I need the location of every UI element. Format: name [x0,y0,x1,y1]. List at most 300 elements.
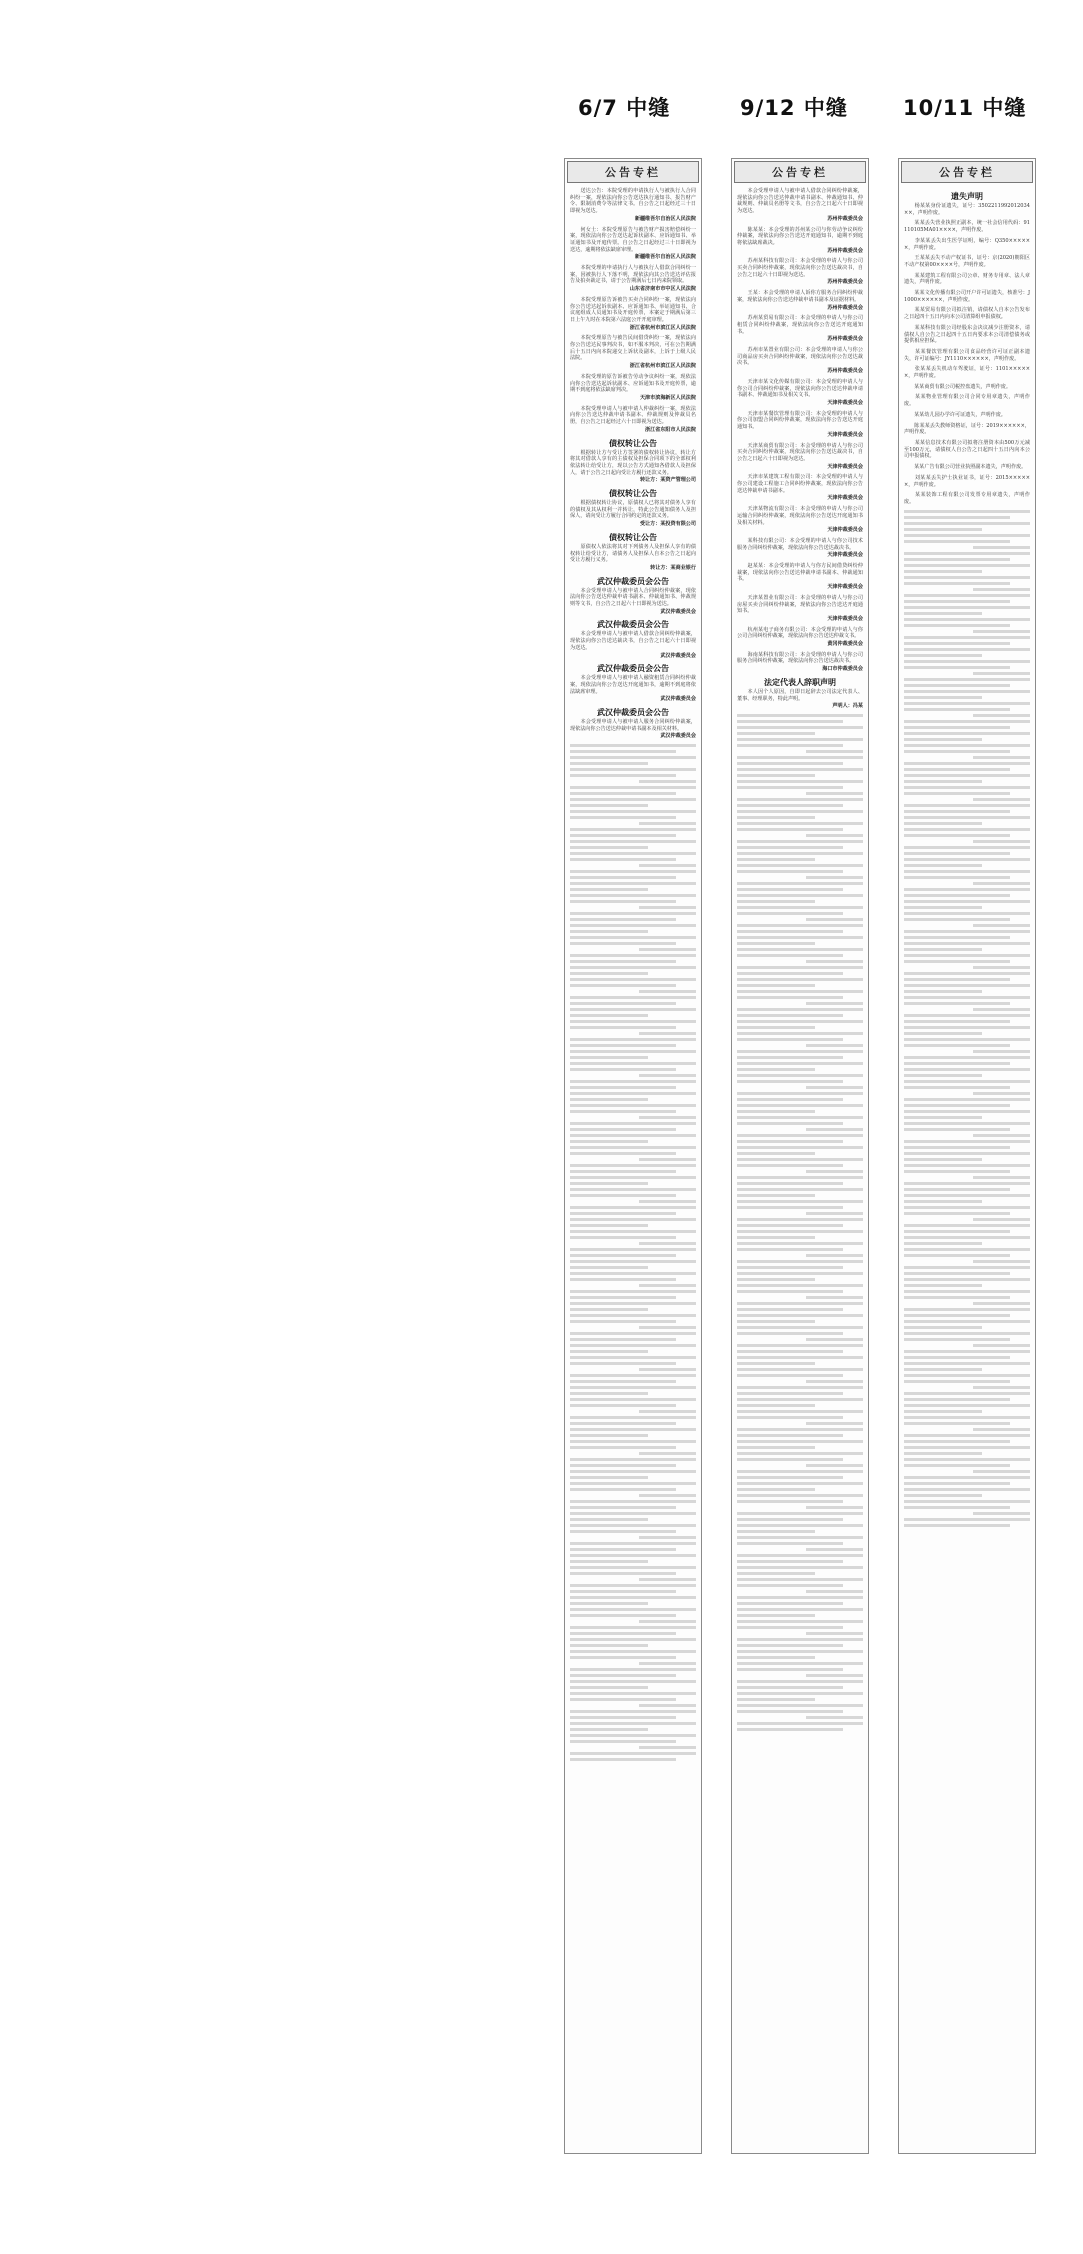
text-line-placeholder [570,1656,676,1659]
text-line-placeholder [806,1254,863,1257]
text-line-placeholder [639,1326,696,1329]
notice-signature: 苏州仲裁委员会 [827,279,863,286]
text-line-placeholder [973,966,1030,969]
text-line-placeholder [904,1212,1010,1215]
text-line-placeholder [570,930,648,933]
notice-signature: 声明人：冯某 [832,703,863,710]
notice-signature: 苏州仲裁委员会 [827,368,863,375]
text-line-placeholder [737,954,843,957]
text-line-placeholder [904,1356,1010,1359]
text-line-placeholder [570,1590,676,1593]
text-line-placeholder [570,1722,696,1725]
text-line-placeholder [570,1608,696,1611]
text-line-placeholder [737,1362,815,1365]
text-line-placeholder [570,1140,648,1143]
notice-item [904,255,1030,268]
notice-item [737,258,863,286]
notice-text: 本院受理的申请执行人与被执行人借款合同纠纷一案，因被执行人下落不明，现依法向其公告送达评估报告及拍卖裁定书，请于公告期满后七日内来院领取。 [570,265,696,285]
text-line-placeholder [904,1224,1030,1227]
notice-text: 某某物业管理有限公司合同专用章遗失，声明作废。 [904,394,1030,408]
text-line-placeholder [570,888,648,891]
text-line-placeholder [570,840,696,843]
text-line-placeholder [904,942,1030,945]
notice-text: 某科技有限公司：本会受理的申请人与你公司技术服务合同纠纷仲裁案，现依法向你公告送达裁决书。 [737,537,863,551]
text-line-placeholder [806,918,863,921]
text-line-placeholder [570,972,648,975]
notice-text: 天津市某文化传媒有限公司：本会受理的申请人与你公司合同纠纷仲裁案，现依法向你公告送达仲裁申请书副本、仲裁通知书及相关文书。 [737,378,863,399]
text-line-placeholder [737,1710,843,1713]
text-line-placeholder [737,798,863,801]
text-line-placeholder [904,918,1010,921]
text-line-placeholder [737,1410,863,1413]
notice-item [904,423,1030,436]
text-line-placeholder [737,1080,843,1083]
notice-signature: 浙江省杭州市滨江区人民法院 [629,324,696,331]
text-line-placeholder [904,1062,1010,1065]
text-line-placeholder [570,1146,696,1149]
column-header: 公告专栏 [734,161,866,183]
text-line-placeholder [904,1200,982,1203]
text-line-placeholder [737,1692,863,1695]
text-line-placeholder [904,900,1030,903]
text-line-placeholder [737,1470,863,1473]
text-line-placeholder [737,1320,815,1323]
text-line-placeholder [737,852,863,855]
text-line-placeholder [737,1200,863,1203]
text-line-placeholder [904,1278,1030,1281]
text-line-placeholder [570,900,676,903]
text-line-placeholder [806,1338,863,1341]
text-line-placeholder [806,750,863,753]
text-line-placeholder [737,1134,863,1137]
text-line-placeholder [570,1596,696,1599]
text-line-placeholder [737,1176,863,1179]
text-line-placeholder [570,1626,696,1629]
text-line-placeholder [904,1476,1030,1479]
text-line-placeholder [570,876,676,879]
text-line-placeholder [737,1278,815,1281]
text-line-placeholder [806,1296,863,1299]
text-line-placeholder [639,1200,696,1203]
text-line-placeholder [806,1128,863,1131]
text-line-placeholder [570,1230,696,1233]
text-line-placeholder [737,714,863,717]
text-line-placeholder [570,978,696,981]
notice-signature: 武汉仲裁委员会 [660,733,696,740]
text-line-placeholder [806,1422,863,1425]
text-line-placeholder [737,1668,843,1671]
text-line-placeholder [737,972,843,975]
text-line-placeholder [737,804,843,807]
text-line-placeholder [639,1284,696,1287]
text-line-placeholder [904,618,1030,621]
notice-title: 债权转让公告 [609,531,657,542]
notice-text: 何女士：本院受理原告与被告财产损害赔偿纠纷一案，现依法向你公告送达起诉状副本、应诉通知书、举证通知书及开庭传票。自公告之日起经过三十日即视为送达，逾期将依法缺席审理。 [570,226,696,253]
column-body [565,185,701,1767]
text-line-placeholder [904,858,1030,861]
text-line-placeholder [737,1452,863,1455]
text-line-placeholder [737,1524,863,1527]
text-line-placeholder [737,1092,863,1095]
text-line-placeholder [973,882,1030,885]
text-line-placeholder [639,864,696,867]
notice-text: 本会受理申请人与被申请人借款合同纠纷仲裁案，现依法向你公告送达裁决书，自公告之日起六十日即视为送达。 [570,631,696,651]
text-line-placeholder [904,822,982,825]
text-line-placeholder [570,1482,696,1485]
text-line-placeholder [570,954,696,957]
text-line-placeholder [904,1038,1030,1041]
text-line-placeholder [737,768,863,771]
notice-item [904,325,1030,345]
text-line-placeholder [904,1146,1010,1149]
text-line-placeholder [904,1290,1030,1293]
text-line-placeholder [904,528,982,531]
notice-item [737,677,863,710]
text-line-placeholder [973,1470,1030,1473]
text-line-placeholder [904,936,1010,939]
text-line-placeholder [806,1632,863,1635]
text-line-placeholder [904,1284,982,1287]
text-line-placeholder [904,828,1030,831]
text-line-placeholder [904,1434,1030,1437]
text-line-placeholder [737,1620,863,1623]
text-line-placeholder [570,1446,676,1449]
notice-item [737,538,863,559]
text-line-placeholder [904,1524,1010,1527]
text-line-placeholder [904,1332,1030,1335]
text-line-placeholder [904,1206,1030,1209]
text-line-placeholder [904,732,1030,735]
text-line-placeholder [570,1530,676,1533]
text-line-placeholder [570,1188,696,1191]
text-line-placeholder [904,1026,1030,1029]
text-line-placeholder [737,762,843,765]
notice-item [570,619,696,659]
text-line-placeholder [904,1272,1010,1275]
text-line-placeholder [639,1536,696,1539]
text-line-placeholder [737,864,863,867]
text-line-placeholder [570,1440,696,1443]
text-line-placeholder [570,1062,696,1065]
text-line-placeholder [904,1020,1010,1023]
text-line-placeholder [570,768,696,771]
text-line-placeholder [904,600,1010,603]
text-line-placeholder [570,996,696,999]
text-line-placeholder [737,1062,863,1065]
text-line-placeholder [973,630,1030,633]
text-line-placeholder [737,1404,815,1407]
text-line-placeholder [737,732,815,735]
text-line-placeholder [904,1440,1010,1443]
text-line-placeholder [570,1332,696,1335]
text-line-placeholder [904,870,1030,873]
text-line-placeholder [570,834,676,837]
notice-text: 本会受理申请人与被申请人服务合同纠纷仲裁案，现依法向你公告送达仲裁申请书副本及相关材料。 [570,719,696,732]
notice-text: 本人因个人原因，自即日起辞去公司法定代表人、董事、经理职务，特此声明。 [737,688,863,702]
text-line-placeholder [570,1518,648,1521]
text-line-placeholder [570,1572,676,1575]
notice-text: 某某丢失营业执照正副本，统一社会信用代码：91110105MA01××××，声明作废。 [904,220,1030,234]
text-line-placeholder [570,966,696,969]
notice-signature: 苏州仲裁委员会 [827,304,863,311]
notice-signature: 黄冈仲裁委员会 [827,641,863,648]
text-line-placeholder [570,828,696,831]
text-line-placeholder [904,1392,1030,1395]
text-line-placeholder [904,1086,1010,1089]
text-line-placeholder [639,780,696,783]
text-line-placeholder [737,1104,863,1107]
text-line-placeholder [570,1422,676,1425]
text-line-placeholder [973,714,1030,717]
notice-signature: 武汉仲裁委员会 [660,608,696,615]
notice-item [904,440,1030,460]
text-line-placeholder [570,1308,648,1311]
text-line-placeholder [570,1164,696,1167]
text-line-placeholder [570,1758,676,1761]
text-line-placeholder [737,888,843,891]
text-line-placeholder [737,738,863,741]
text-line-placeholder [904,1242,982,1245]
notice-text: 某某装饰工程有限公司发票专用章遗失，声明作废。 [904,492,1030,505]
notice-title: 武汉仲裁委员会公告 [597,575,669,586]
text-line-placeholder [570,1194,676,1197]
text-line-placeholder [737,1680,863,1683]
text-line-placeholder [570,1338,676,1341]
text-line-placeholder [737,1698,815,1701]
notice-signature: 浙江省东阳市人民法院 [645,426,696,433]
text-line-placeholder [904,1254,1010,1257]
notice-text: 某某餐饮管理有限公司食品经营许可证正副本遗失，许可证编号：JY1110××××××，声明作废。 [904,348,1030,362]
text-line-placeholder [570,810,696,813]
text-line-placeholder [570,1734,696,1737]
text-line-placeholder [570,1008,696,1011]
text-line-placeholder [639,1620,696,1623]
notice-item [904,394,1030,407]
notice-item [737,379,863,407]
text-line-placeholder [973,924,1030,927]
column-body [899,185,1035,1533]
text-line-placeholder [904,696,982,699]
notice-item [570,374,696,402]
text-line-placeholder [737,1344,863,1347]
text-line-placeholder [737,1656,815,1659]
text-line-placeholder [570,1080,696,1083]
text-line-placeholder [570,1128,676,1131]
text-line-placeholder [904,1314,1010,1317]
text-line-placeholder [639,1368,696,1371]
text-line-placeholder [904,906,982,909]
text-line-placeholder [570,1350,648,1353]
text-line-placeholder [806,1716,863,1719]
text-line-placeholder [737,1008,863,1011]
notice-signature: 新疆维吾尔自治区人民法院 [634,254,696,261]
text-line-placeholder [570,1638,696,1641]
text-line-placeholder [570,1020,696,1023]
text-line-placeholder [570,1506,676,1509]
text-line-placeholder [570,762,648,765]
text-line-placeholder [570,1632,676,1635]
text-line-placeholder [570,1122,696,1125]
text-line-placeholder [570,1614,676,1617]
text-line-placeholder [737,846,843,849]
notice-text: 某某科技有限公司经股东会决议减少注册资本，请债权人自公告之日起四十五日内要求本公司清偿债务或提供相应担保。 [904,324,1030,345]
notice-signature: 天津仲裁委员会 [827,584,863,591]
notice-text: 本会受理申请人与被申请人融资租赁合同纠纷仲裁案，现依法向你公告送达开庭通知书，逾期不到庭将依法缺席审理。 [570,675,696,695]
text-line-placeholder [737,1578,863,1581]
notice-signature: 浙江省杭州市滨江区人民法院 [629,363,696,370]
text-line-placeholder [737,1584,843,1587]
text-line-placeholder [737,1476,843,1479]
text-line-placeholder [570,1668,696,1671]
notice-item [904,366,1030,379]
text-line-placeholder [570,1674,676,1677]
column-body [732,185,868,1737]
text-line-placeholder [570,858,676,861]
notice-signature: 天津仲裁委员会 [827,495,863,502]
notice-signature: 天津仲裁委员会 [827,431,863,438]
notice-signature: 苏州仲裁委员会 [827,215,863,222]
notice-signature: 转让方：某资产管理公司 [639,477,696,484]
text-line-placeholder [737,1416,843,1419]
notice-item [904,412,1030,419]
text-line-placeholder [973,1260,1030,1263]
notice-column-1 [564,158,702,2154]
text-line-placeholder [570,1470,696,1473]
notice-title: 遗失声明 [951,191,983,201]
text-line-placeholder [904,684,1010,687]
text-line-placeholder [737,1494,863,1497]
text-line-placeholder [570,1356,696,1359]
date-label-1: 6/7 中缝 [578,96,671,120]
notice-item [737,188,863,223]
text-line-placeholder [973,672,1030,675]
text-line-placeholder [973,1428,1030,1431]
text-line-placeholder [737,930,843,933]
text-line-placeholder [570,1086,676,1089]
text-line-placeholder [904,678,1030,681]
text-line-placeholder [737,1218,863,1221]
text-line-placeholder [904,1110,1030,1113]
text-line-placeholder [806,1464,863,1467]
notice-text: 杨某某身份证遗失，证号：3502211992012034××，声明作废。 [904,203,1030,216]
text-line-placeholder [737,1314,863,1317]
text-line-placeholder [570,1716,676,1719]
text-line-placeholder [570,1380,676,1383]
text-line-placeholder [737,1398,863,1401]
text-line-placeholder [904,960,1010,963]
text-line-placeholder [737,996,843,999]
notice-text: 某某幼儿园办学许可证遗失，声明作废。 [914,411,1006,418]
notice-text: 杭州某电子商务有限公司：本会受理的申请人与你公司合同纠纷仲裁案，现依法向你公告送达仲裁文书。 [737,626,863,640]
text-line-placeholder [737,1638,863,1641]
text-line-placeholder [570,1296,676,1299]
text-line-placeholder [904,1056,1030,1059]
text-line-placeholder [737,1266,843,1269]
text-line-placeholder [806,1506,863,1509]
text-line-placeholder [570,1212,676,1215]
text-line-placeholder [904,660,1030,663]
text-line-placeholder [639,948,696,951]
text-line-placeholder [737,1308,843,1311]
text-line-placeholder [806,1170,863,1173]
notice-title: 债权转让公告 [609,437,657,448]
text-line-placeholder [570,1218,696,1221]
text-line-placeholder [570,1278,676,1281]
text-line-placeholder [737,942,815,945]
text-line-placeholder [904,864,982,867]
text-line-placeholder [904,1170,1010,1173]
text-line-placeholder [904,1464,1010,1467]
text-line-placeholder [570,792,676,795]
text-line-placeholder [904,1488,1030,1491]
notice-item [737,627,863,648]
notice-item [904,220,1030,233]
text-line-placeholder [904,1158,982,1161]
notice-item [737,474,863,502]
text-line-placeholder [737,1374,843,1377]
text-line-placeholder [904,744,1030,747]
notice-item [904,475,1030,488]
text-line-placeholder [639,990,696,993]
notice-text: 天津某商贸有限公司：本会受理的申请人与你公司买卖合同纠纷仲裁案，现依法向你公告送达裁决书，自公告之日起六十日即视为送达。 [737,442,863,462]
text-line-placeholder [737,1146,863,1149]
text-line-placeholder [904,1374,1030,1377]
text-line-placeholder [570,846,648,849]
text-line-placeholder [904,690,1030,693]
text-line-placeholder [904,1326,982,1329]
text-line-placeholder [737,1272,863,1275]
text-line-placeholder [737,924,863,927]
text-line-placeholder [737,1512,863,1515]
text-line-placeholder [806,834,863,837]
text-line-placeholder [737,1488,815,1491]
text-line-placeholder [737,1386,863,1389]
text-line-placeholder [737,1428,863,1431]
text-line-placeholder [904,1494,982,1497]
text-line-placeholder [904,666,1010,669]
text-line-placeholder [973,1134,1030,1137]
text-line-placeholder [570,786,696,789]
text-line-placeholder [570,1692,696,1695]
text-line-placeholder [570,1134,696,1137]
notice-item [570,406,696,434]
text-line-placeholder [737,1518,843,1521]
text-line-placeholder [737,1650,863,1653]
text-line-placeholder [904,996,1030,999]
text-line-placeholder [737,1194,815,1197]
text-line-placeholder [737,1626,843,1629]
text-line-placeholder [904,1104,1010,1107]
text-line-placeholder [570,1644,648,1647]
text-line-placeholder [904,1140,1030,1143]
text-line-placeholder [904,1422,1010,1425]
text-line-placeholder [904,1350,1030,1353]
text-line-placeholder [639,906,696,909]
text-line-placeholder [904,810,1010,813]
text-line-placeholder [904,1416,1030,1419]
text-line-placeholder [737,774,815,777]
text-line-placeholder [639,1242,696,1245]
text-line-placeholder [639,1452,696,1455]
text-line-placeholder [904,750,1010,753]
text-line-placeholder [570,1170,676,1173]
text-line-placeholder [570,1398,696,1401]
text-line-placeholder [904,1446,1030,1449]
text-line-placeholder [737,1074,863,1077]
notice-signature: 苏州仲裁委员会 [827,247,863,254]
text-line-placeholder [639,1032,696,1035]
text-line-placeholder [639,1116,696,1119]
